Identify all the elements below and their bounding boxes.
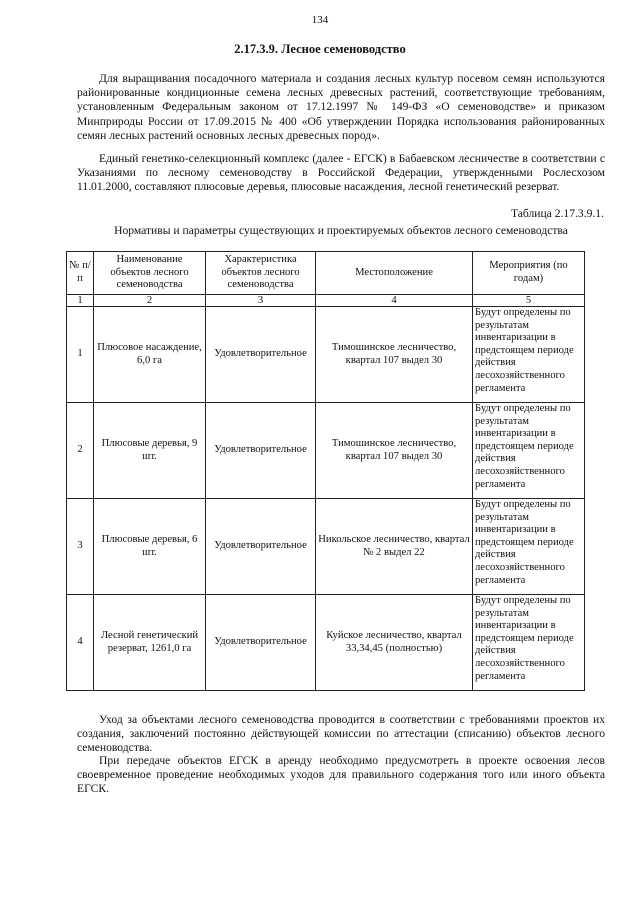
paragraph-lease [77, 754, 605, 797]
table-row [67, 499, 585, 595]
table-row [67, 403, 585, 499]
object-location: Тимошинское лесничество, квартал 107 выдел 30 [316, 403, 473, 499]
column-number: 3 [206, 295, 316, 307]
paragraph-egsk [77, 152, 605, 195]
table-row [67, 595, 585, 691]
header-cell-number: № п/п [67, 252, 94, 295]
header-cell-name: Наименование объектов лесного семеноводства [94, 252, 206, 295]
paragraph-care-text: Уход за объектами лесного семеноводства проводится в соответствии с требованиями проектов их создания, заключений постоянно действующей комиссии по аттестации (списанию) объектов лесного семеноводства. [77, 713, 605, 755]
seed-objects-table [66, 251, 585, 691]
object-measures: Будут определены по результатам инвентаризации в предстоящем периоде действия лесохозяйственного регламента [473, 499, 585, 595]
object-name: Плюсовое насаждение, 6,0 га [94, 307, 206, 403]
paragraph-seeds-text: Для выращивания посадочного материала и создания лесных культур посевом семян используются районированные кондиционные семена лесных древесных растений, соответствующие требованиям, установленным Федеральным законом от 17.12.1997 № 149-ФЗ «О семеноводстве» и приказом Минприроды России от 17.09.2015 № 400 «Об утверждении Порядка использования районированных семян лесных растений основных лесных древесных пород». [77, 72, 605, 142]
object-measures: Будут определены по результатам инвентаризации в предстоящем периоде действия лесохозяйственного регламента [473, 307, 585, 403]
object-characteristic: Удовлетворительное [206, 595, 316, 691]
table-label: Таблица 2.17.3.9.1. [510, 207, 604, 220]
header-cell-characteristic: Характеристика объектов лесного семеноводства [206, 252, 316, 295]
paragraph-care [77, 713, 605, 756]
column-number-row [67, 295, 585, 307]
column-number: 1 [67, 295, 94, 307]
table-header-row [67, 252, 585, 295]
section-heading: 2.17.3.9. Лесное семеноводство [234, 42, 406, 56]
table-caption: Нормативы и параметры существующих и проектируемых объектов лесного семеноводства [114, 224, 568, 237]
column-number: 4 [316, 295, 473, 307]
object-measures: Будут определены по результатам инвентаризации в предстоящем периоде действия лесохозяйственного регламента [473, 403, 585, 499]
object-characteristic: Удовлетворительное [206, 307, 316, 403]
paragraph-lease-text: При передаче объектов ЕГСК в аренду необходимо предусмотреть в проекте освоения лесов своевременное проведение необходимых уходов для правильного содержания того или иного объекта ЕГСК. [77, 754, 605, 796]
row-number: 3 [67, 499, 94, 595]
object-location: Никольское лесничество, квартал № 2 выдел 22 [316, 499, 473, 595]
column-number: 2 [94, 295, 206, 307]
object-name: Плюсовые деревья, 9 шт. [94, 403, 206, 499]
paragraph-seeds [77, 72, 605, 143]
row-number: 1 [67, 307, 94, 403]
object-name: Плюсовые деревья, 6 шт. [94, 499, 206, 595]
header-cell-measures: Мероприятия (по годам) [473, 252, 585, 295]
page-number: 134 [311, 14, 329, 26]
object-location: Куйское лесничество, квартал 33,34,45 (полностью) [316, 595, 473, 691]
paragraph-egsk-text: Единый генетико-селекционный комплекс (далее - ЕГСК) в Бабаевском лесничестве в соответствии с Указаниями по лесному семеноводству в Российской Федерации, утвержденными Рослесхозом 11.01.2000, составляют плюсовые деревья, плюсовые насаждения, лесной генетический резерват. [77, 152, 605, 194]
object-characteristic: Удовлетворительное [206, 499, 316, 595]
object-characteristic: Удовлетворительное [206, 403, 316, 499]
object-location: Тимошинское лесничество, квартал 107 выдел 30 [316, 307, 473, 403]
object-name: Лесной генетический резерват, 1261,0 га [94, 595, 206, 691]
column-number: 5 [473, 295, 585, 307]
row-number: 2 [67, 403, 94, 499]
row-number: 4 [67, 595, 94, 691]
object-measures: Будут определены по результатам инвентаризации в предстоящем периоде действия лесохозяйственного регламента [473, 595, 585, 691]
header-cell-location: Местоположение [316, 252, 473, 295]
table-row [67, 307, 585, 403]
